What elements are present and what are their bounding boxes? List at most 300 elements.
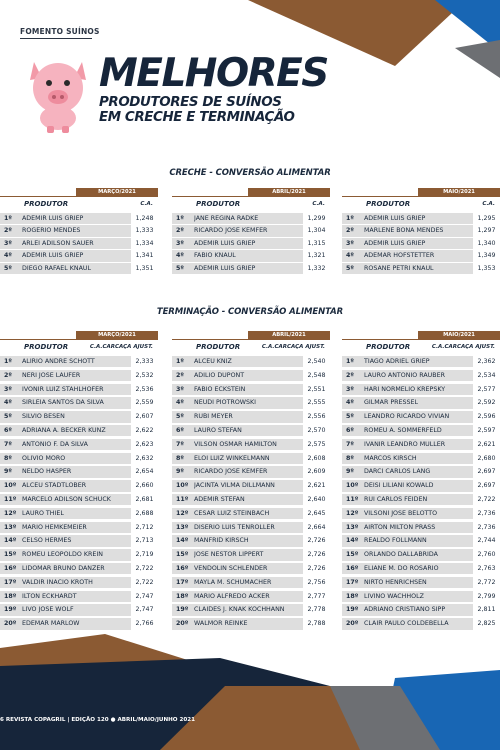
conversion-value: 2,747 bbox=[131, 604, 158, 615]
rank: 3º bbox=[176, 239, 184, 247]
producer-name: MARCOS KIRSCH bbox=[364, 454, 417, 462]
kicker-underline bbox=[20, 38, 92, 39]
rank: 9º bbox=[4, 468, 12, 476]
conversion-value: 1,315 bbox=[303, 238, 330, 249]
rank: 2º bbox=[4, 371, 12, 379]
conversion-value: 2,688 bbox=[131, 508, 158, 519]
producer-name: JACINTA VILMA DILLMANN bbox=[194, 482, 275, 490]
table-row bbox=[172, 494, 330, 505]
table-row bbox=[342, 425, 500, 436]
conversion-value: 2,556 bbox=[303, 411, 330, 422]
month-label: ABRIL/2021 bbox=[248, 331, 330, 339]
producer-name: ORLANDO DALLABRIDA bbox=[364, 551, 438, 559]
conversion-value: 2,551 bbox=[303, 384, 330, 395]
table-row bbox=[0, 618, 158, 629]
producer-name: FABIO KNAUL bbox=[194, 252, 236, 260]
table-row bbox=[342, 466, 500, 477]
conversion-value: 2,632 bbox=[131, 453, 158, 464]
rank: 5º bbox=[346, 413, 354, 421]
table-row bbox=[172, 604, 330, 615]
conversion-value: 1,341 bbox=[131, 250, 158, 261]
rank: 13º bbox=[176, 523, 189, 531]
rank: 9º bbox=[176, 468, 184, 476]
table-row bbox=[172, 425, 330, 436]
producer-name: SIRLEIA SANTOS DA SILVA bbox=[22, 399, 104, 407]
conversion-value: 2,726 bbox=[303, 535, 330, 546]
conversion-value: 2,811 bbox=[473, 604, 500, 615]
conversion-value: 2,778 bbox=[303, 604, 330, 615]
producer-name: RICARDO JOSE KEMFER bbox=[194, 468, 268, 476]
conversion-value: 2,596 bbox=[473, 411, 500, 422]
table-row bbox=[0, 604, 158, 615]
rank: 3º bbox=[346, 385, 354, 393]
producer-name: JOSE NESTOR LIPPERT bbox=[194, 551, 264, 559]
table-row bbox=[342, 480, 500, 491]
conversion-value: 2,697 bbox=[473, 480, 500, 491]
conversion-value: 1,248 bbox=[131, 213, 158, 224]
table-row bbox=[342, 591, 500, 602]
conversion-value: 2,577 bbox=[473, 384, 500, 395]
rank: 20º bbox=[4, 620, 17, 628]
table-row bbox=[342, 535, 500, 546]
table-row bbox=[0, 238, 158, 249]
producer-name: ELOI LUIZ WINKELMANN bbox=[194, 454, 270, 462]
table-row bbox=[0, 466, 158, 477]
conversion-value: 2,726 bbox=[303, 563, 330, 574]
producer-name: DIEGO RAFAEL KNAUL bbox=[22, 264, 92, 272]
conversion-value: 2,621 bbox=[303, 480, 330, 491]
conversion-value: 2,772 bbox=[473, 577, 500, 588]
table-row bbox=[342, 453, 500, 464]
table-row bbox=[342, 563, 500, 574]
producer-name: NELDO HASPER bbox=[22, 468, 72, 476]
producer-name: ROMEU LEOPOLDO KREIN bbox=[22, 551, 103, 559]
rank: 3º bbox=[176, 385, 184, 393]
table-row bbox=[172, 522, 330, 533]
rank: 2º bbox=[346, 371, 354, 379]
producer-name: REALDO FOLLMANN bbox=[364, 537, 427, 545]
rank: 4º bbox=[4, 252, 12, 260]
rank: 2º bbox=[176, 371, 184, 379]
rank: 20º bbox=[346, 620, 359, 628]
table-row bbox=[0, 535, 158, 546]
column-header-value: C.A. bbox=[140, 201, 153, 207]
producer-name: ANTONIO F. DA SILVA bbox=[22, 440, 88, 448]
producer-name: VENDOLIN SCHLENDER bbox=[194, 565, 268, 572]
table-row bbox=[172, 591, 330, 602]
table-row bbox=[342, 213, 500, 224]
conversion-value: 2,362 bbox=[473, 356, 500, 367]
month-label: MAIO/2021 bbox=[418, 188, 500, 196]
table-row bbox=[342, 522, 500, 533]
table-row bbox=[172, 213, 330, 224]
conversion-value: 2,333 bbox=[131, 356, 158, 367]
rank: 17º bbox=[176, 578, 189, 586]
table-row bbox=[0, 356, 158, 367]
page-subtitle-line2: EM CRECHE E TERMINAÇÃO bbox=[99, 110, 295, 125]
table-header bbox=[0, 341, 158, 353]
conversion-value: 1,351 bbox=[131, 263, 158, 274]
producer-name: MARLENE BONA MENDES bbox=[364, 227, 444, 235]
table-row bbox=[0, 494, 158, 505]
conversion-value: 2,532 bbox=[131, 370, 158, 381]
producer-name: CELSO HERMES bbox=[22, 537, 72, 545]
conversion-value: 2,788 bbox=[303, 618, 330, 629]
table-row bbox=[342, 411, 500, 422]
conversion-value: 2,736 bbox=[473, 508, 500, 519]
column-header-value: C.A.CARCAÇA AJUST. bbox=[431, 344, 495, 350]
conversion-value: 1,321 bbox=[303, 250, 330, 261]
producer-name: LAURO ANTONIO RAUBER bbox=[364, 371, 445, 379]
rank: 4º bbox=[346, 399, 354, 407]
table-row bbox=[0, 425, 158, 436]
producer-name: DARCI CARLOS LANG bbox=[364, 468, 431, 476]
table-row bbox=[172, 250, 330, 261]
rank: 18º bbox=[4, 592, 17, 600]
creche-table-2 bbox=[172, 188, 330, 275]
conversion-value: 2,607 bbox=[131, 411, 158, 422]
producer-name: NERI JOSE LAUFER bbox=[22, 371, 81, 379]
table-row bbox=[342, 439, 500, 450]
conversion-value: 2,555 bbox=[303, 397, 330, 408]
rank: 4º bbox=[176, 399, 184, 407]
conversion-value: 2,722 bbox=[473, 494, 500, 505]
table-row bbox=[0, 453, 158, 464]
producer-name: ROSANE PETRI KNAUL bbox=[364, 264, 434, 272]
month-rule bbox=[0, 339, 158, 340]
table-row bbox=[172, 411, 330, 422]
conversion-value: 2,681 bbox=[131, 494, 158, 505]
producer-name: ILTON ECKHARDT bbox=[22, 592, 77, 600]
table-row bbox=[342, 263, 500, 274]
table-row bbox=[0, 480, 158, 491]
rank: 7º bbox=[4, 440, 12, 448]
table-row bbox=[342, 384, 500, 395]
rank: 16º bbox=[176, 565, 189, 572]
rank: 16º bbox=[346, 565, 359, 572]
table-row bbox=[342, 494, 500, 505]
table-row bbox=[342, 356, 500, 367]
rank: 14º bbox=[176, 537, 189, 545]
conversion-value: 2,756 bbox=[303, 577, 330, 588]
conversion-value: 2,747 bbox=[131, 591, 158, 602]
producer-name: IVONIR LUIZ STAHLHOFER bbox=[22, 385, 104, 393]
pig-icon bbox=[20, 52, 96, 134]
producer-name: ADEMIR LUIS GRIEP bbox=[194, 264, 256, 272]
month-rule bbox=[342, 339, 500, 340]
table-row bbox=[342, 549, 500, 560]
table-row bbox=[0, 411, 158, 422]
table-row bbox=[0, 508, 158, 519]
rank: 2º bbox=[176, 227, 184, 235]
rank: 10º bbox=[176, 482, 189, 490]
conversion-value: 2,654 bbox=[131, 466, 158, 477]
month-rule bbox=[172, 196, 330, 197]
producer-name: DISERIO LUIS TENROLLER bbox=[194, 523, 275, 531]
producer-name: ADEMIR LUIS GRIEP bbox=[364, 239, 426, 247]
month-label: MARÇO/2021 bbox=[76, 188, 158, 196]
producer-name: ADEMIR LUIS GRIEP bbox=[364, 215, 426, 222]
rank: 19º bbox=[346, 606, 359, 614]
producer-name: GILMAR PRESSEL bbox=[364, 399, 418, 407]
producer-name: VILSON OSMAR HAMILTON bbox=[194, 440, 277, 448]
table-row bbox=[172, 225, 330, 236]
table-row bbox=[342, 508, 500, 519]
conversion-value: 1,295 bbox=[473, 213, 500, 224]
rank: 12º bbox=[4, 509, 17, 517]
table-row bbox=[172, 508, 330, 519]
rank: 7º bbox=[176, 440, 184, 448]
producer-name: LAURO THIEL bbox=[22, 509, 64, 517]
rank: 20º bbox=[176, 620, 189, 628]
rank: 16º bbox=[4, 565, 17, 572]
table-row bbox=[172, 563, 330, 574]
month-rule bbox=[342, 196, 500, 197]
producer-name: NEUDI PIOTROWSKI bbox=[194, 399, 257, 407]
conversion-value: 2,623 bbox=[131, 439, 158, 450]
rank: 13º bbox=[4, 523, 17, 531]
column-header-value: C.A.CARCAÇA AJUST. bbox=[89, 344, 153, 350]
column-header-producer: PRODUTOR bbox=[196, 343, 241, 351]
rank: 2º bbox=[4, 227, 12, 235]
conversion-value: 2,536 bbox=[131, 384, 158, 395]
table-row bbox=[172, 397, 330, 408]
rank: 1º bbox=[346, 358, 354, 365]
page-title: MELHORES bbox=[99, 51, 328, 96]
producer-name: LEANDRO RICARDO VIVIAN bbox=[364, 413, 450, 421]
table-row bbox=[0, 577, 158, 588]
producer-name: CLAIDES J. KNAK KOCHHANN bbox=[194, 606, 285, 614]
rank: 8º bbox=[176, 454, 184, 462]
rank: 15º bbox=[176, 551, 189, 559]
table-header bbox=[172, 341, 330, 353]
rank: 11º bbox=[346, 496, 359, 503]
rank: 4º bbox=[176, 252, 184, 260]
table-row bbox=[342, 577, 500, 588]
producer-name: MARIO ALFREDO ACKER bbox=[194, 592, 270, 600]
conversion-value: 2,640 bbox=[303, 494, 330, 505]
conversion-value: 2,664 bbox=[303, 522, 330, 533]
conversion-value: 2,559 bbox=[131, 397, 158, 408]
rank: 15º bbox=[4, 551, 17, 559]
table-row bbox=[0, 263, 158, 274]
rank: 5º bbox=[176, 413, 184, 421]
rank: 5º bbox=[176, 264, 184, 272]
producer-name: CLAIR PAULO COLDEBELLA bbox=[364, 620, 449, 628]
conversion-value: 1,304 bbox=[303, 225, 330, 236]
conversion-value: 1,349 bbox=[473, 250, 500, 261]
producer-name: ROMEU A. SOMMERFELD bbox=[364, 427, 442, 434]
producer-name: ARLEI ADILSON SAUER bbox=[22, 239, 94, 247]
rank: 10º bbox=[4, 482, 17, 490]
rank: 14º bbox=[346, 537, 359, 545]
table-row bbox=[0, 591, 158, 602]
conversion-value: 2,608 bbox=[303, 453, 330, 464]
conversion-value: 2,825 bbox=[473, 618, 500, 629]
conversion-value: 2,660 bbox=[131, 480, 158, 491]
conversion-value: 2,597 bbox=[473, 425, 500, 436]
rank: 1º bbox=[176, 358, 184, 365]
conversion-value: 2,722 bbox=[131, 563, 158, 574]
producer-name: ADEMIR STEFAN bbox=[194, 496, 245, 503]
conversion-value: 1,299 bbox=[303, 213, 330, 224]
terminacao-table-1 bbox=[0, 331, 158, 632]
page-subtitle-line1: PRODUTORES DE SUÍNOS bbox=[99, 95, 282, 110]
rank: 17º bbox=[346, 578, 359, 586]
column-header-producer: PRODUTOR bbox=[24, 200, 69, 208]
conversion-value: 1,332 bbox=[303, 263, 330, 274]
producer-name: ROGERIO MENDES bbox=[22, 227, 81, 235]
producer-name: NIRTO HENRICHSEN bbox=[364, 578, 427, 586]
producer-name: ADEMAR HOFSTETTER bbox=[364, 252, 435, 260]
conversion-value: 1,340 bbox=[473, 238, 500, 249]
rank: 3º bbox=[4, 239, 12, 247]
rank: 8º bbox=[346, 454, 354, 462]
table-row bbox=[172, 577, 330, 588]
producer-name: DEISI LILIANI KOWALD bbox=[364, 482, 434, 490]
producer-name: FABIO ECKSTEIN bbox=[194, 385, 246, 393]
month-label: MAIO/2021 bbox=[418, 331, 500, 339]
producer-name: LIDOMAR BRUNO DANZER bbox=[22, 565, 105, 572]
rank: 15º bbox=[346, 551, 359, 559]
table-row bbox=[342, 370, 500, 381]
table-row bbox=[0, 370, 158, 381]
rank: 4º bbox=[346, 252, 354, 260]
rank: 11º bbox=[4, 496, 17, 503]
rank: 1º bbox=[4, 215, 12, 222]
month-rule bbox=[172, 339, 330, 340]
month-rule bbox=[0, 196, 158, 197]
conversion-value: 1,333 bbox=[131, 225, 158, 236]
table-row bbox=[0, 563, 158, 574]
producer-name: SILVIO BESEN bbox=[22, 413, 65, 421]
conversion-value: 1,334 bbox=[131, 238, 158, 249]
producer-name: MARIO HEMKEMEIER bbox=[22, 523, 87, 531]
conversion-value: 2,712 bbox=[131, 522, 158, 533]
table-header bbox=[342, 341, 500, 353]
rank: 1º bbox=[4, 358, 12, 365]
conversion-value: 2,760 bbox=[473, 549, 500, 560]
rank: 19º bbox=[4, 606, 17, 614]
rank: 12º bbox=[176, 509, 189, 517]
producer-name: ADEMIR LUIS GRIEP bbox=[22, 252, 84, 260]
conversion-value: 2,766 bbox=[131, 618, 158, 629]
producer-name: MAYLA M. SCHUMACHER bbox=[194, 578, 272, 586]
conversion-value: 2,575 bbox=[303, 439, 330, 450]
conversion-value: 2,713 bbox=[131, 535, 158, 546]
rank: 7º bbox=[346, 440, 354, 448]
rank: 5º bbox=[4, 264, 12, 272]
conversion-value: 1,297 bbox=[473, 225, 500, 236]
producer-name: ADILIO DUPONT bbox=[194, 371, 245, 379]
producer-name: ALCEU KNIZ bbox=[194, 358, 232, 365]
creche-section-title: CRECHE - CONVERSÃO ALIMENTAR bbox=[169, 168, 331, 178]
producer-name: ALCEU STADTLOBER bbox=[22, 482, 87, 490]
producer-name: LIVINO WACHHOLZ bbox=[364, 592, 424, 600]
conversion-value: 2,719 bbox=[131, 549, 158, 560]
table-row bbox=[172, 535, 330, 546]
producer-name: HARI NORMELIO KREPSKY bbox=[364, 385, 446, 393]
producer-name: ADRIANO CRISTIANO SIPP bbox=[364, 606, 446, 614]
conversion-value: 2,622 bbox=[131, 425, 158, 436]
conversion-value: 2,726 bbox=[303, 549, 330, 560]
section-kicker: FOMENTO SUÍNOS bbox=[20, 27, 100, 36]
column-header-producer: PRODUTOR bbox=[366, 343, 411, 351]
rank: 14º bbox=[4, 537, 17, 545]
rank: 18º bbox=[176, 592, 189, 600]
conversion-value: 2,609 bbox=[303, 466, 330, 477]
producer-name: JANE REGINA RADKE bbox=[194, 215, 259, 222]
table-row bbox=[172, 439, 330, 450]
producer-name: AIRTON MILTON PRASS bbox=[364, 523, 436, 531]
rank: 3º bbox=[4, 385, 12, 393]
table-row bbox=[0, 384, 158, 395]
rank: 4º bbox=[4, 399, 12, 407]
conversion-value: 2,744 bbox=[473, 535, 500, 546]
conversion-value: 2,645 bbox=[303, 508, 330, 519]
conversion-value: 2,799 bbox=[473, 591, 500, 602]
rank: 10º bbox=[346, 482, 359, 490]
column-header-producer: PRODUTOR bbox=[366, 200, 411, 208]
producer-name: ADEMIR LUIS GRIEP bbox=[194, 239, 256, 247]
table-header bbox=[0, 198, 158, 210]
producer-name: LIVO JOSE WOLF bbox=[22, 606, 74, 614]
table-row bbox=[172, 618, 330, 629]
producer-name: CESAR LUIZ STEINBACH bbox=[194, 509, 270, 517]
rank: 6º bbox=[346, 427, 354, 434]
conversion-value: 2,697 bbox=[473, 466, 500, 477]
conversion-value: 2,777 bbox=[303, 591, 330, 602]
producer-name: RUBI MEYER bbox=[194, 413, 233, 421]
rank: 6º bbox=[4, 427, 12, 434]
rank: 6º bbox=[176, 427, 184, 434]
table-row bbox=[342, 604, 500, 615]
creche-table-3 bbox=[342, 188, 500, 275]
table-row bbox=[172, 384, 330, 395]
producer-name: MANFRID KIRSCH bbox=[194, 537, 249, 545]
terminacao-table-2 bbox=[172, 331, 330, 632]
producer-name: ELIANE M. DO ROSARIO bbox=[364, 565, 439, 572]
rank: 9º bbox=[346, 468, 354, 476]
table-row bbox=[172, 549, 330, 560]
table-row bbox=[172, 238, 330, 249]
conversion-value: 1,353 bbox=[473, 263, 500, 274]
table-row bbox=[0, 213, 158, 224]
producer-name: LAURO STEFAN bbox=[194, 427, 242, 434]
table-row bbox=[172, 356, 330, 367]
rank: 11º bbox=[176, 496, 189, 503]
producer-name: EDEMAR MARLOW bbox=[22, 620, 80, 628]
table-header bbox=[172, 198, 330, 210]
rank: 12º bbox=[346, 509, 359, 517]
conversion-value: 2,548 bbox=[303, 370, 330, 381]
rank: 1º bbox=[176, 215, 184, 222]
producer-name: IVANIR LEANDRO MULLER bbox=[364, 440, 446, 448]
month-label: MARÇO/2021 bbox=[76, 331, 158, 339]
table-row bbox=[0, 549, 158, 560]
page-footer: 6 REVISTA COPAGRIL | EDIÇÃO 120 ● ABRIL/MAIO/JUNHO 2021 bbox=[0, 717, 196, 723]
rank: 3º bbox=[346, 239, 354, 247]
table-row bbox=[172, 466, 330, 477]
conversion-value: 2,592 bbox=[473, 397, 500, 408]
column-header-producer: PRODUTOR bbox=[196, 200, 241, 208]
rank: 8º bbox=[4, 454, 12, 462]
conversion-value: 2,570 bbox=[303, 425, 330, 436]
rank: 2º bbox=[346, 227, 354, 235]
table-row bbox=[0, 397, 158, 408]
conversion-value: 2,736 bbox=[473, 522, 500, 533]
column-header-producer: PRODUTOR bbox=[24, 343, 69, 351]
